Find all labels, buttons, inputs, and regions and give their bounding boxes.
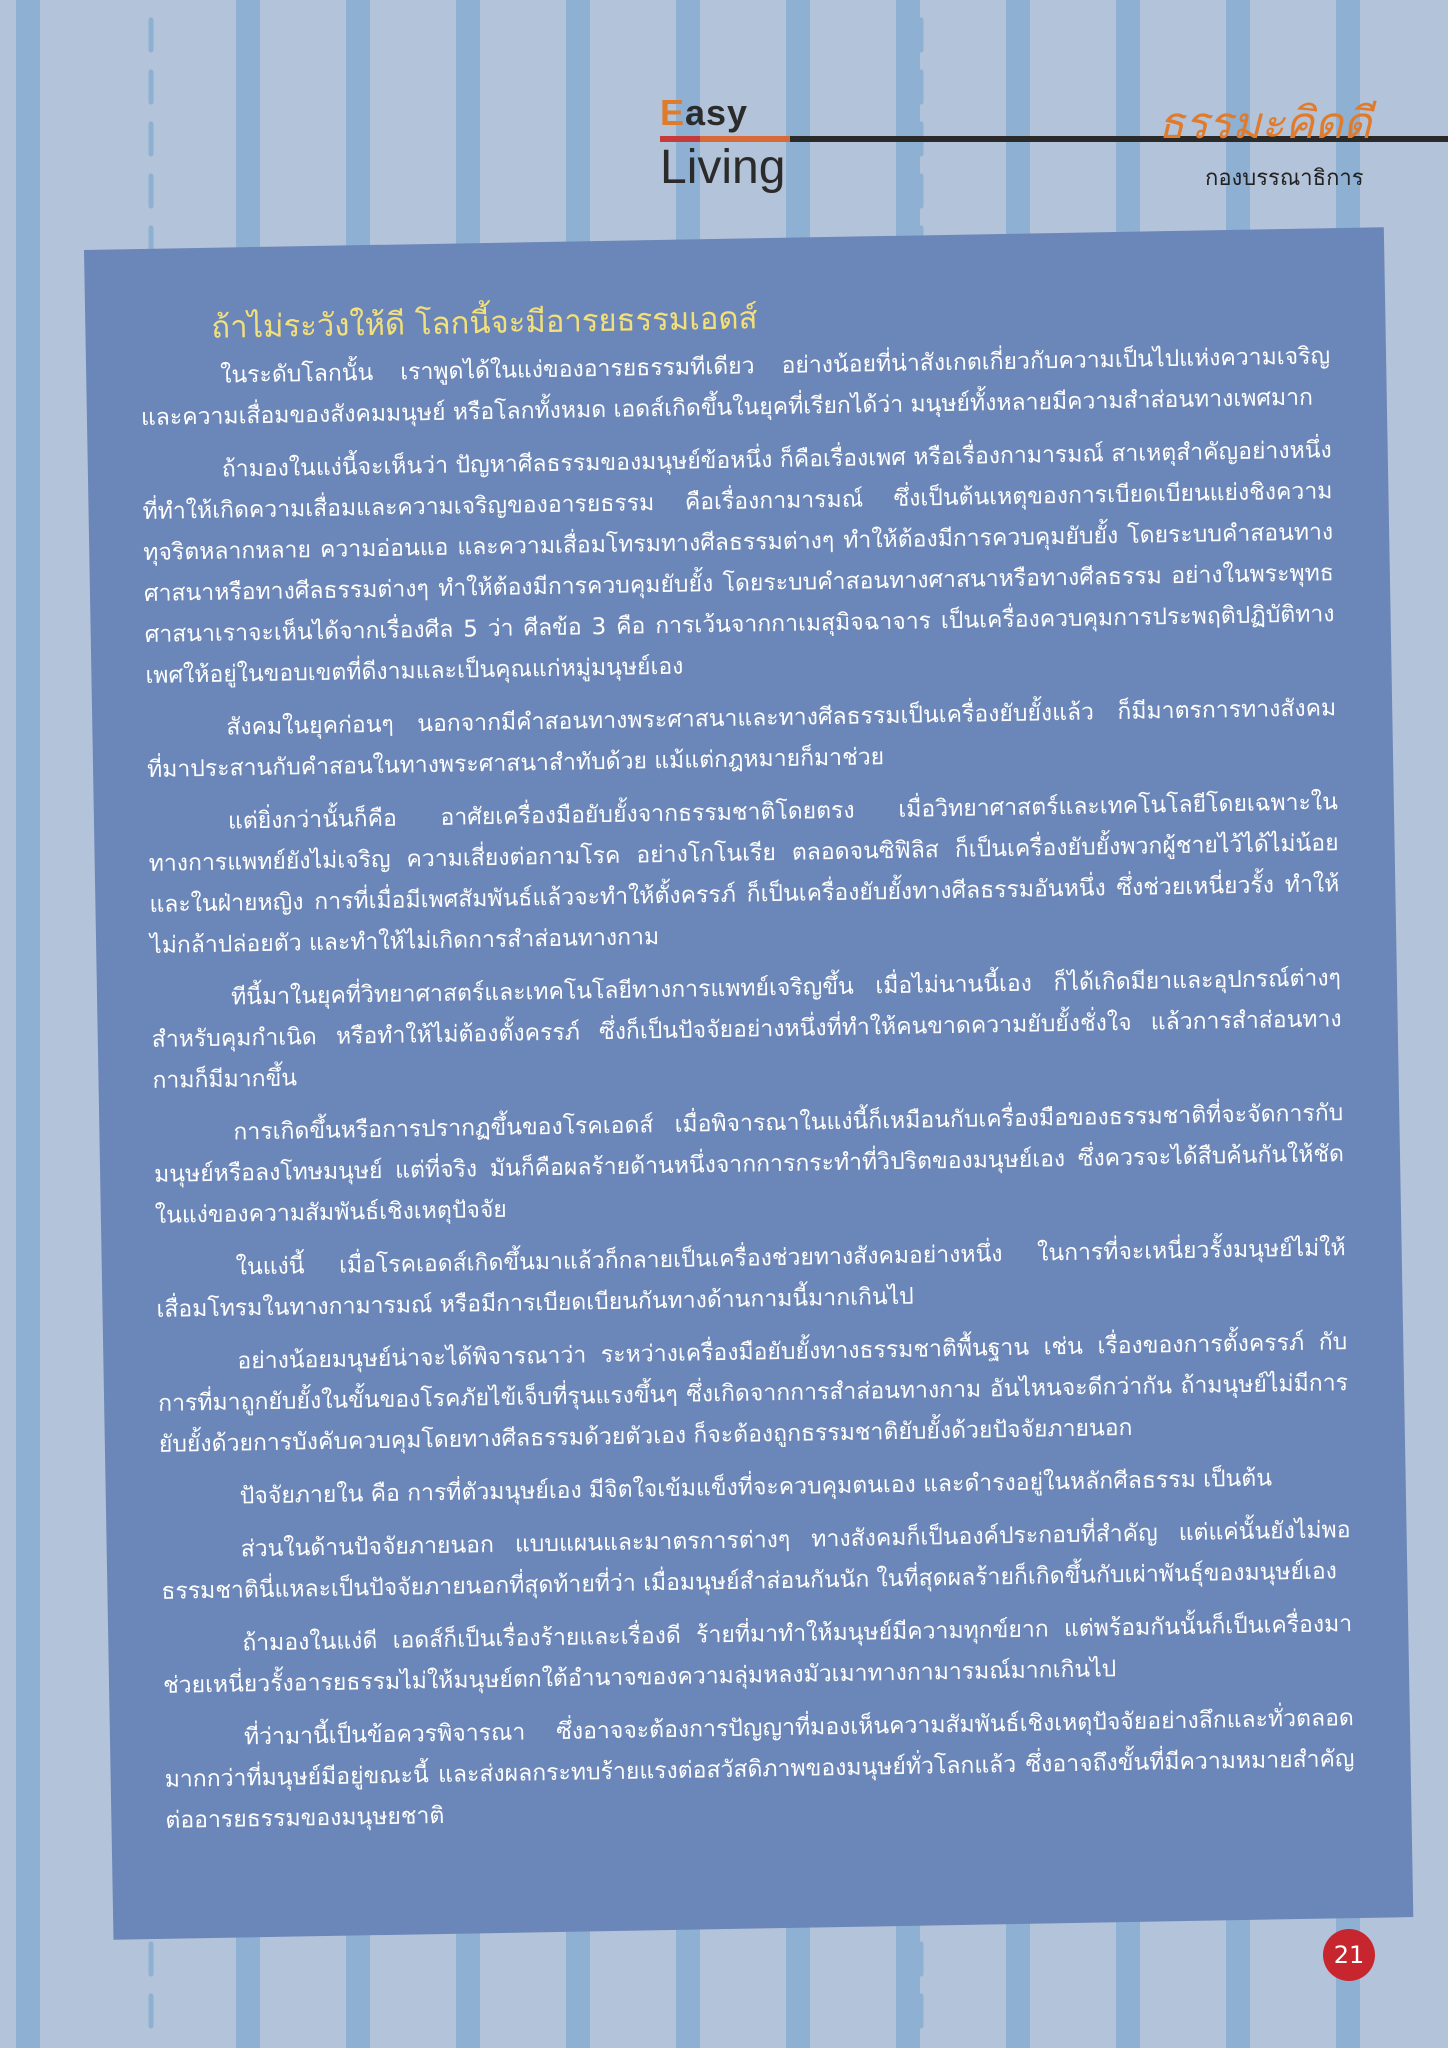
article-paragraph: ถ้ามองในแง่ดี เอดส์ก็เป็นเรื่องร้ายและเรื่องดี ร้ายที่มาทำให้มนุษย์มีความทุกข์ยาก แต่พร้อมกันนั้นก็เป็นเครื่องมาช่วยเหนี่ยวรั้งอารยธรรมไม่ให้มนุษย์ตกใต้อำนาจของความลุ่มหลงมัวเมาทางกามารมณ์มากเกินไป: [162, 1611, 1353, 1699]
article-paragraph: ปัจจัยภายใน คือ การที่ตัวมนุษย์เอง มีจิตใจเข้มแข็งที่จะควบคุมตนเอง และดำรงอยู่ในหลักศีลธรรม เป็นต้น: [239, 1465, 1273, 1510]
background-stripe: [16, 0, 40, 2048]
section-title: ธรรมะคิดดี: [1158, 98, 1372, 149]
article-paragraph: ในแง่นี้ เมื่อโรคเอดส์เกิดขึ้นมาแล้วก็กลายเป็นเครื่องช่วยทางสังคมอย่างหนึ่ง ในการที่จะเหนี่ยวรั้งมนุษย์ไม่ให้เสื่อมโทรมในทางกามารมณ์ หรือมีการเบียดเบียนกันทางด้านกามนี้มากเกินไป: [156, 1235, 1346, 1323]
logo-easy-e: E: [660, 92, 686, 133]
article-paragraph: ถ้ามองในแง่นี้จะเห็นว่า ปัญหาศีลธรรมของมนุษย์ข้อหนึ่ง ก็คือเรื่องเพศ หรือเรื่องกามารมณ์ สาเหตุสำคัญอย่างหนึ่งที่ทำให้เกิดความเสื่อมและความเจริญของอารยธรรม คือเรื่องกามารมณ์ ซึ่งเป็นต้นเหตุของการเบียดเบียนแย่งชิงความทุจริตหลากหลาย ความอ่อนแอ และความเสื่อมโทรมทางศีลธรรมต่างๆ ทำให้ต้องมีการควบคุมยับยั้ง โดยระบบคำสอนทางศาสนาหรือทางศีลธรรมต่างๆ ทำให้ต้องมีการควบคุมยับยั้ง โดยระบบคำสอนทางศาสนาหรือทางศีลธรรม อย่างในพระพุทธศาสนาเราจะเห็นได้จากเรื่องศีล 5 ว่า ศีลข้อ 3 คือ การเว้นจากกาเมสุมิจฉาจาร เป็นเครื่องควบคุมการประพฤติปฏิบัติทางเพศให้อยู่ในขอบเขตที่ดีงามและเป็นคุณแก่หมู่มนุษย์เอง: [142, 437, 1335, 689]
article-paragraph: สังคมในยุคก่อนๆ นอกจากมีคำสอนทางพระศาสนาและทางศีลธรรมเป็นเครื่องยับยั้งแล้ว ก็มีมาตรการทางสังคมที่มาประสานกับคำสอนในทางพระศาสนาสำทับด้วย แม้แต่กฎหมายก็มาช่วย: [146, 695, 1337, 783]
logo-easy: [660, 92, 748, 134]
article-paragraph: แต่ยิ่งกว่านั้นก็คือ อาศัยเครื่องมือยับยั้งจากธรรมชาติโดยตรง เมื่อวิทยาศาสตร์และเทคโนโลยีโดยเฉพาะในทางการแพทย์ยังไม่เจริญ ความเสี่ยงต่อกามโรค อย่างโกโนเรีย ตลอดจนซิฟิลิส ก็เป็นเครื่องยับยั้งพวกผู้ชายไว้ได้ไม่น้อย และในฝ่ายหญิง การที่เมื่อมีเพศสัมพันธ์แล้วจะทำให้ตั้งครรภ์ ก็เป็นเครื่องยับยั้งทางศีลธรรมอันหนึ่ง ซึ่งช่วยเหนี่ยวรั้ง ทำให้ไม่กล้าปล่อยตัว และทำให้ไม่เกิดการสำส่อนทางกาม: [148, 789, 1340, 959]
article-paragraph: อย่างน้อยมนุษย์น่าจะได้พิจารณาว่า ระหว่างเครื่องมือยับยั้งทางธรรมชาติพื้นฐาน เช่น เรื่องของการตั้งครรภ์ กับการที่มาถูกยับยั้งในขั้นของโรคภัยไข้เจ็บที่รุนแรงขึ้นๆ ซึ่งเกิดจากการสำส่อนทางกาม อันไหนจะดีกว่ากัน ถ้ามนุษย์ไม่มีการยับยั้งด้วยการบังคับควบคุมโดยทางศีลธรรมด้วยตัวเอง ก็จะต้องถูกธรรมชาติยับยั้งด้วยปัจจัยภายนอก: [157, 1329, 1349, 1458]
article-paragraph: ที่ว่ามานี้เป็นข้อควรพิจารณา ซึ่งอาจจะต้องการปัญญาที่มองเห็นความสัมพันธ์เชิงเหตุปัจจัยอย่างลึกและทั่วตลอด มากกว่าที่มนุษย์มีอยู่ขณะนี้ และส่งผลกระทบร้ายแรงต่อสวัสดิภาพของมนุษย์ทั่วโลกแล้ว ซึ่งอาจถึงขั้นที่มีความหมายสำคัญต่ออารยธรรมของมนุษยชาติ: [164, 1705, 1355, 1834]
magazine-header: [0, 0, 1448, 260]
logo-living: Living: [660, 141, 786, 194]
article-panel: [84, 227, 1413, 1939]
article-paragraph: การเกิดขึ้นหรือการปรากฏขึ้นของโรคเอดส์ เมื่อพิจารณาในแง่นี้ก็เหมือนกับเครื่องมือของธรรมชาติที่จะจัดการกับมนุษย์หรือลงโทษมนุษย์ แต่ที่จริง มันก็คือผลร้ายด้านหนึ่งจากการกระทำที่วิปริตของมนุษย์เอง ซึ่งควรจะได้สืบค้นกันให้ชัด ในแง่ของความสัมพันธ์เชิงเหตุปัจจัย: [153, 1100, 1345, 1229]
article-paragraph: ทีนี้มาในยุคที่วิทยาศาสตร์และเทคโนโลยีทางการแพทย์เจริญขึ้น เมื่อไม่นานนี้เอง ก็ได้เกิดมียาและอุปกรณ์ต่างๆ สำหรับคุมกำเนิด หรือทำให้ไม่ต้องตั้งครรภ์ ซึ่งก็เป็นปัจจัยอย่างหนึ่งที่ทำให้คนขาดความยับยั้งชั่งใจ แล้วการสำส่อนทางกามก็มีมากขึ้น: [151, 965, 1342, 1094]
article-title: ถ้าไม่ระวังให้ดี โลกนี้จะมีอารยธรรมเอดส์: [211, 300, 758, 346]
article-body: [139, 286, 1356, 1854]
byline: กองบรรณาธิการ: [1205, 166, 1364, 191]
logo-easy-rest: asy: [685, 92, 749, 133]
article-paragraph: ส่วนในด้านปัจจัยภายนอก แบบแผนและมาตรการต่างๆ ทางสังคมก็เป็นองค์ประกอบที่สำคัญ แต่แค่นั้นยังไม่พอ ธรรมชาตินี่แหละเป็นปัจจัยภายนอกที่สุดท้ายที่ว่า เมื่อมนุษย์สำส่อนกันนัก ในที่สุดผลร้ายก็เกิดขึ้นกับเผ่าพันธุ์ของมนุษย์เอง: [161, 1517, 1351, 1605]
article-paragraph: ในระดับโลกนั้น เราพูดได้ในแง่ของอารยธรรมทีเดียว อย่างน้อยที่น่าสังเกตเกี่ยวกับความเป็นไปแห่งความเจริญและความเสื่อมของสังคมมนุษย์ หรือโลกทั้งหมด เอดส์เกิดขึ้นในยุคที่เรียกได้ว่า มนุษย์ทั้งหลายมีความสำส่อนทางเพศมาก: [140, 343, 1331, 432]
page-number-badge: 21: [1323, 1929, 1375, 1981]
